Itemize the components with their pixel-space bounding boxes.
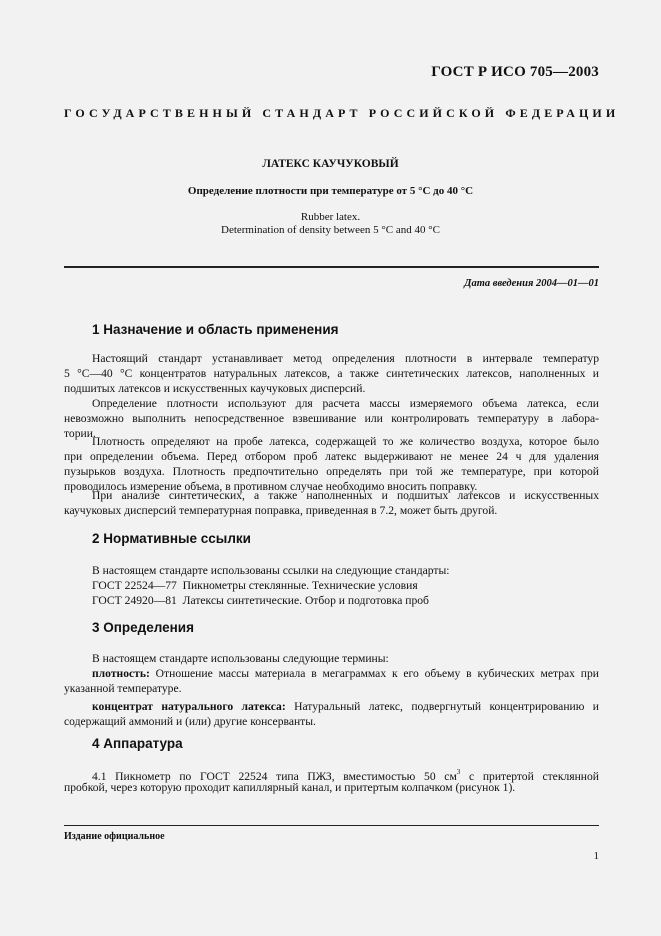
section-4-paragraph-1: 4.1 Пикнометр по ГОСТ 22524 типа ПЖЗ, вместимостью 50 $см^3$ с притертой стеклянной пробкой, через которую проходит капиллярный канал, и притертым колпачком (рисунок 1). bbox=[64, 768, 599, 794]
header-divider bbox=[64, 266, 599, 268]
english-title-line2: Determination of density between 5 °C and 40 °C bbox=[221, 224, 440, 236]
section-4-heading: 4 Аппаратура bbox=[92, 736, 183, 751]
section-2-references: В настоящем стандарте использованы ссылки на следующие стандарты: ГОСТ 22524—77 Пикнометры стеклянные. Технические условия ГОСТ 24920—81 Латексы синтетические. Отбор и подготовка проб bbox=[64, 563, 599, 608]
section-3-definitions: В настоящем стандарте использованы следующие термины: плотность: Отношение массы материала в мегаграммах к его объему в кубических метрах при указанной температуре. концентрат натурального латекса: Натуральный латекс, подвергнутый концентрированию и содержащий аммоний и (или) другие консерванты. bbox=[64, 652, 599, 728]
reference-item: ГОСТ 22524—77 Пикнометры стеклянные. Технические условия bbox=[92, 579, 418, 592]
term-latex-concentrate: концентрат натурального латекса: bbox=[92, 700, 286, 713]
official-edition-label: Издание официальное bbox=[64, 831, 165, 842]
footer-divider bbox=[64, 825, 599, 826]
section-1-heading: 1 Назначение и область применения bbox=[92, 322, 339, 337]
standard-code: ГОСТ Р ИСО 705—2003 bbox=[431, 64, 599, 80]
term-density: плотность: bbox=[92, 667, 150, 680]
section-1-paragraph-2: Определение плотности используют для расчета массы измеряемого объема латекса, если невозможно выполнить непосредственное взвешивание или контролировать температуру в лабора- тории. bbox=[64, 397, 599, 440]
section-1-paragraph-1: Настоящий стандарт устанавливает метод определения плотности в интервале температур 5 °С—40 °С концентратов натуральных латексов, а также синтетических латексов, наполненных и подшитых латексов и искусственных каучуковых дисперсий. bbox=[64, 352, 599, 395]
introduction-date: Дата введения 2004—01—01 bbox=[464, 278, 599, 289]
english-title-line1: Rubber latex. bbox=[300, 211, 361, 223]
section-2-heading: 2 Нормативные ссылки bbox=[92, 531, 251, 546]
section-1-paragraph-4: При анализе синтетических, а также наполненных и подшитых латексов и искусственных каучуковых дисперсий температурная поправка, приведенная в 7.2, может быть другой. bbox=[64, 489, 599, 517]
section-1-paragraph-3: Плотность определяют на пробе латекса, содержащей то же количество воздуха, которое было при определении объема. Перед отбором проб латекс выдерживают не менее 24 ч для удаления пузырьков воздуха. Плотность предпочтительно определять при той же температуре, при которой проводилось измерение объема, в противном случае необходимо вносить поправку. bbox=[64, 435, 599, 493]
state-standard-title: ГОСУДАРСТВЕННЫЙ СТАНДАРТ РОССИЙСКОЙ ФЕДЕРАЦИИ bbox=[64, 106, 620, 120]
page-number: 1 bbox=[593, 850, 599, 862]
document-title: ЛАТЕКС КАУЧУКОВЫЙ bbox=[262, 158, 399, 170]
section-3-heading: 3 Определения bbox=[92, 620, 194, 635]
document-subtitle: Определение плотности при температуре от 5 °С до 40 °С bbox=[187, 185, 474, 197]
reference-item: ГОСТ 24920—81 Латексы синтетические. Отбор и подготовка проб bbox=[92, 594, 429, 607]
